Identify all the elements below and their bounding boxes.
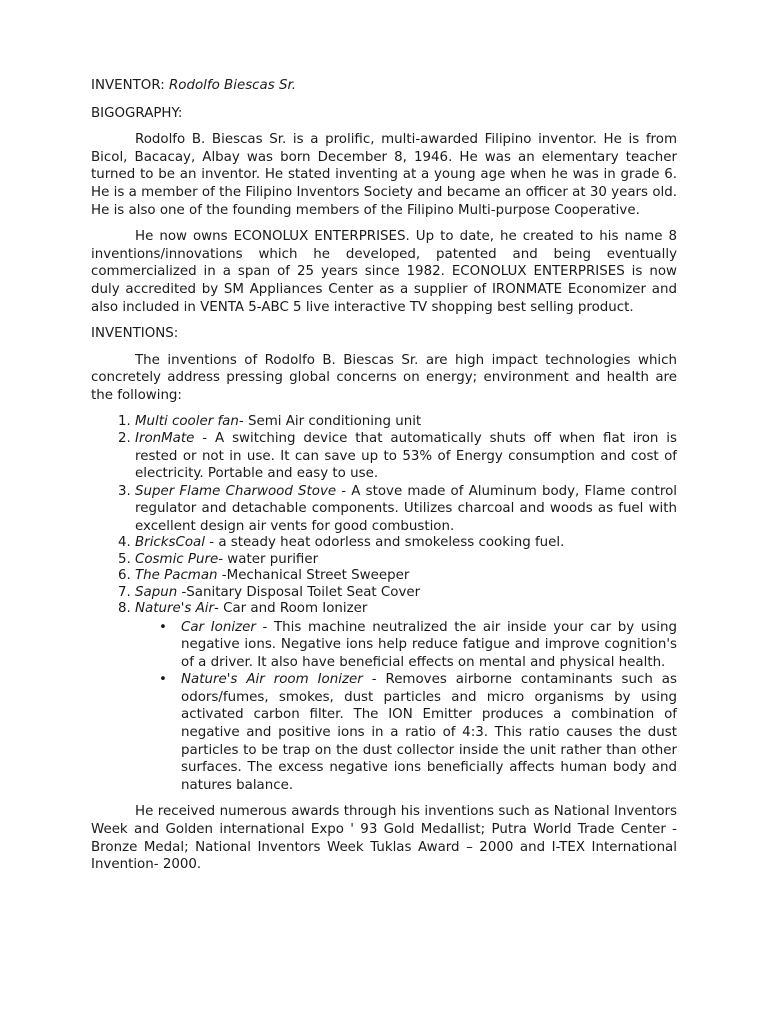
invention-name: Cosmic Pure — [135, 551, 219, 567]
document-page — [91, 77, 677, 883]
invention-item — [135, 552, 677, 568]
invention-description: - a steady heat odorless and smokeless cooking fuel. — [204, 535, 565, 551]
ionizer-description: - Removes airborne contaminants such as odors/fumes, smokes, dust particles and micro organisms by using activated carbon filter. The ION Emitter produces a combination of negative and positive ions in a ratio of 4:3. This ratio causes the dust particles to be trap on the dust collector inside the unit rather than other surfaces. The excess negative ions beneficially affects human body and natures balance. — [181, 672, 677, 793]
biography-paragraph-1: Rodolfo B. Biescas Sr. is a prolific, multi-awarded Filipino inventor. He is from Bicol, Bacacay, Albay was born December 8, 1946. He was an elementary teacher turned to be an inventor. He stated inventing at a young age when he was in grade 6. He is a member of the Filipino Inventors Society and became an officer at 30 years old. He is also one of the founding members of the Filipino Multi-purpose Cooperative. — [91, 132, 677, 218]
inventor-heading — [91, 77, 677, 95]
invention-item — [135, 601, 677, 794]
ionizer-sublist — [135, 619, 677, 795]
invention-name: The Pacman — [135, 568, 218, 584]
invention-item — [135, 414, 677, 430]
invention-item — [135, 430, 677, 483]
invention-name: Super Flame Charwood Stove — [135, 483, 337, 499]
inventions-list — [91, 414, 677, 795]
ionizer-item — [181, 671, 677, 794]
biography-heading: BIGOGRAPHY: — [91, 105, 183, 121]
invention-description: - Car and Room Ionizer — [214, 601, 368, 617]
inventor-name: Rodolfo Biescas Sr. — [168, 78, 297, 93]
inventions-heading: INVENTIONS: — [91, 326, 179, 342]
invention-item — [135, 568, 677, 584]
inventions-intro: The inventions of Rodolfo B. Biescas Sr. are high impact technologies which concretely address pressing global concerns on energy; environment and health are the following: — [91, 352, 677, 403]
invention-name: Multi cooler fan — [135, 413, 239, 429]
invention-description: - Semi Air conditioning unit — [238, 413, 422, 429]
biography-paragraph-2: He now owns ECONOLUX ENTERPRISES. Up to date, he created to his name 8 inventions/innovations which he developed, patented and being eventually commercialized in a span of 25 years since 1982. ECONOLUX ENTERPRISES is now duly accredited by SM Appliances Center as a supplier of IRONMATE Economizer and also included in VENTA 5-ABC 5 live interactive TV shopping best selling product. — [91, 229, 677, 315]
invention-name: Nature's Air — [135, 601, 215, 617]
invention-name: Sapun — [135, 584, 178, 600]
ionizer-item — [181, 619, 677, 672]
inventor-label: INVENTOR: — [91, 78, 169, 93]
invention-item — [135, 483, 677, 536]
invention-item — [135, 535, 677, 551]
invention-description: - A switching device that automatically shuts off when flat iron is rested or not in use. It can save up to 53% of Energy consumption and cost of electricity. Portable and easy to use. — [135, 430, 677, 482]
ionizer-name: Nature's Air room Ionizer — [181, 672, 363, 688]
invention-description: -Mechanical Street Sweeper — [217, 568, 410, 584]
invention-name: BricksCoal — [135, 535, 205, 551]
invention-description: - water purifier — [218, 551, 319, 567]
invention-description: - A stove made of Aluminum body, Flame control regulator and detachable components. Utilizes charcoal and woods as fuel with excellent design air vents for good combustion. — [135, 483, 677, 534]
ionizer-description: - This machine neutralized the air inside your car by using negative ions. Negative ions help reduce fatigue and improve cognition's of a driver. It also have beneficial effects on mental and physical health. — [181, 619, 677, 670]
invention-name: IronMate — [135, 430, 195, 446]
invention-item — [135, 585, 677, 601]
invention-description: -Sanitary Disposal Toilet Seat Cover — [177, 584, 421, 600]
ionizer-name: Car Ionizer — [181, 619, 256, 635]
awards-paragraph: He received numerous awards through his inventions such as National Inventors Week and Golden international Expo ' 93 Gold Medallist; Putra World Trade Center - Bronze Medal; National Inventors Week Tuklas Award – 2000 and I-TEX International Invention- 2000. — [91, 804, 677, 873]
